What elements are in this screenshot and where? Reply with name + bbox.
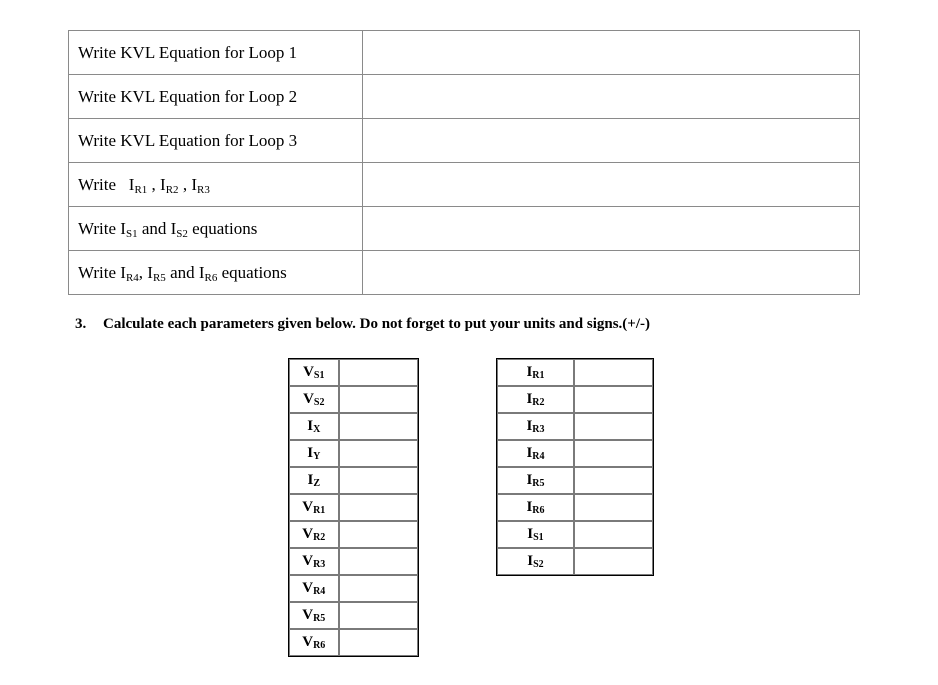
- symbol: I: [198, 262, 205, 282]
- symbol: I: [160, 174, 166, 194]
- table-row: [69, 251, 860, 295]
- table-row: [289, 602, 418, 629]
- symbol: I: [170, 218, 177, 238]
- table-row: [289, 386, 418, 413]
- parameter-value-cell[interactable]: [339, 602, 418, 629]
- table-row: [497, 467, 653, 494]
- symbol: I: [120, 218, 126, 238]
- parameter-label: [289, 521, 339, 548]
- label-text: Write: [78, 174, 117, 194]
- parameter-subscript: R5: [313, 613, 326, 624]
- table-row: [69, 75, 860, 119]
- parameter-label: [289, 467, 339, 494]
- parameter-label: [289, 602, 339, 629]
- parameter-subscript: R1: [532, 370, 545, 381]
- parameter-subscript: Y: [313, 451, 321, 462]
- label-text: Write: [78, 262, 121, 282]
- parameter-subscript: S1: [313, 370, 325, 381]
- parameter-value-cell[interactable]: [339, 521, 418, 548]
- parameter-symbol: V: [303, 364, 314, 380]
- table-row: [289, 359, 418, 386]
- parameter-value-cell[interactable]: [339, 413, 418, 440]
- subscript: R3: [196, 183, 210, 196]
- table-row: [289, 467, 418, 494]
- section-instructions: Calculate each parameters given below. Do not forget to put your units and signs.(+/-): [103, 316, 651, 332]
- separator: ,: [147, 174, 161, 194]
- label-text: equations: [187, 218, 258, 238]
- symbol: I: [147, 262, 153, 282]
- kvl-loop1-answer-cell[interactable]: [363, 31, 860, 75]
- table-row: [497, 494, 653, 521]
- parameter-value-cell[interactable]: [574, 467, 653, 494]
- parameter-label: [497, 467, 574, 494]
- parameter-subscript: X: [313, 424, 321, 435]
- parameter-label: [289, 575, 339, 602]
- parameter-symbol: I: [526, 418, 533, 434]
- parameter-subscript: R1: [313, 505, 326, 516]
- parameter-subscript: R2: [313, 532, 326, 543]
- kvl-loop3-answer-cell[interactable]: [363, 119, 860, 163]
- table-row: [69, 163, 860, 207]
- source-currents-answer-cell[interactable]: [363, 207, 860, 251]
- parameter-value-cell[interactable]: [339, 629, 418, 656]
- subscript: S2: [176, 227, 188, 240]
- parameter-symbol: I: [527, 526, 534, 542]
- table-row: [69, 207, 860, 251]
- parameter-subscript: R3: [313, 559, 326, 570]
- parameter-symbol: V: [302, 553, 314, 569]
- parameter-subscript: R4: [532, 451, 545, 462]
- symbol: I: [120, 262, 126, 282]
- parameter-symbol: V: [302, 580, 314, 596]
- table-row: [497, 548, 653, 575]
- parameter-label: [497, 548, 574, 575]
- parameter-label: [497, 359, 574, 386]
- subscript: R2: [165, 183, 179, 196]
- table-row: [497, 413, 653, 440]
- symbol: I: [128, 174, 135, 194]
- parameter-value-cell[interactable]: [339, 548, 418, 575]
- parameter-value-cell[interactable]: [574, 440, 653, 467]
- parameter-label: [497, 440, 574, 467]
- table-row: [289, 521, 418, 548]
- parameter-label: [289, 413, 339, 440]
- parameter-label: [497, 413, 574, 440]
- table-row: [497, 359, 653, 386]
- kvl-loop2-answer-cell[interactable]: [363, 75, 860, 119]
- table-row: [497, 521, 653, 548]
- parameter-symbol: I: [307, 472, 314, 488]
- table-row: [69, 31, 860, 75]
- parameter-symbol: I: [526, 445, 533, 461]
- parameter-value-cell[interactable]: [574, 494, 653, 521]
- separator: ,: [138, 262, 148, 282]
- parameter-symbol: I: [526, 472, 533, 488]
- parameter-symbol: I: [526, 391, 533, 407]
- section-3-heading: [75, 316, 650, 333]
- kvl-loop1-label: Write KVL Equation for Loop 1: [69, 31, 363, 75]
- kvl-loop2-label: Write KVL Equation for Loop 2: [69, 75, 363, 119]
- source-currents-label: [69, 207, 363, 251]
- table-row: [497, 440, 653, 467]
- table-row: [69, 119, 860, 163]
- table-row: [289, 575, 418, 602]
- parameter-label: [497, 386, 574, 413]
- parameter-value-cell[interactable]: [574, 386, 653, 413]
- parameter-value-cell[interactable]: [339, 359, 418, 386]
- parameter-subscript: Z: [313, 478, 321, 489]
- parameter-symbol: V: [303, 391, 314, 407]
- parameter-value-cell[interactable]: [339, 386, 418, 413]
- parameter-label: [497, 494, 574, 521]
- subscript: R1: [134, 183, 148, 196]
- parameter-label: [497, 521, 574, 548]
- kvl-equations-table: [68, 30, 860, 295]
- parameter-value-cell[interactable]: [339, 575, 418, 602]
- parameter-subscript: R3: [532, 424, 545, 435]
- parameter-label: [289, 629, 339, 656]
- parameter-subscript: S2: [533, 559, 544, 570]
- label-text: and: [137, 218, 171, 238]
- resistor-currents-answer-cell[interactable]: [363, 163, 860, 207]
- parameter-label: [289, 548, 339, 575]
- parameter-symbol: V: [302, 526, 314, 542]
- subscript: R6: [204, 271, 218, 284]
- section-number: 3.: [75, 316, 87, 332]
- parameter-value-cell[interactable]: [339, 494, 418, 521]
- parameter-value-cell[interactable]: [574, 548, 653, 575]
- table-row: [289, 440, 418, 467]
- label-text: and: [165, 262, 199, 282]
- table-row: [289, 629, 418, 656]
- parameter-subscript: S1: [533, 532, 544, 543]
- table-row: [497, 386, 653, 413]
- parameter-symbol: I: [307, 418, 314, 434]
- parameter-label: [289, 440, 339, 467]
- parameter-value-cell[interactable]: [574, 413, 653, 440]
- subscript: R4: [125, 271, 139, 284]
- resistor-currents-456-label: [69, 251, 363, 295]
- separator: ,: [178, 174, 192, 194]
- label-text: Write: [78, 218, 121, 238]
- resistor-currents-456-answer-cell[interactable]: [363, 251, 860, 295]
- parameter-symbol: I: [526, 499, 533, 515]
- table-row: [289, 548, 418, 575]
- parameter-value-cell[interactable]: [574, 521, 653, 548]
- parameter-label: [289, 386, 339, 413]
- parameter-value-cell[interactable]: [339, 440, 418, 467]
- parameter-symbol: I: [526, 364, 533, 380]
- kvl-loop3-label: Write KVL Equation for Loop 3: [69, 119, 363, 163]
- parameter-subscript: R6: [532, 505, 545, 516]
- parameter-subscript: R4: [313, 586, 326, 597]
- parameter-symbol: I: [307, 445, 314, 461]
- parameter-symbol: V: [302, 634, 314, 650]
- table-row: [289, 413, 418, 440]
- parameter-label: [289, 359, 339, 386]
- table-row: [289, 494, 418, 521]
- parameter-symbol: I: [527, 553, 534, 569]
- subscript: S1: [125, 227, 138, 240]
- parameter-subscript: R5: [532, 478, 545, 489]
- parameter-symbol: V: [302, 499, 314, 515]
- current-parameters-table: [496, 358, 654, 576]
- resistor-currents-label: [69, 163, 363, 207]
- parameter-subscript: R6: [313, 640, 326, 651]
- label-text: equations: [217, 262, 287, 282]
- parameter-subscript: R2: [532, 397, 545, 408]
- parameter-symbol: V: [302, 607, 314, 623]
- parameter-value-cell[interactable]: [574, 359, 653, 386]
- parameter-subscript: S2: [313, 397, 325, 408]
- parameter-label: [289, 494, 339, 521]
- voltage-parameters-table: [288, 358, 419, 657]
- symbol: I: [191, 174, 197, 194]
- parameter-value-cell[interactable]: [339, 467, 418, 494]
- subscript: R5: [152, 271, 166, 284]
